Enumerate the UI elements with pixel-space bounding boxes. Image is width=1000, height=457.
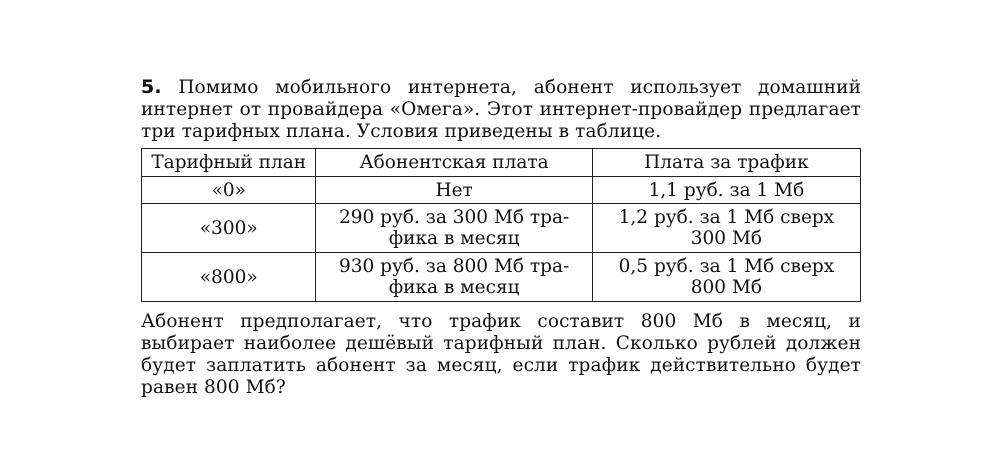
header-tariff-plan: Тарифный план — [142, 149, 316, 177]
fee-line: фика в месяц — [388, 277, 520, 298]
fee-cell — [316, 204, 592, 253]
traffic-cell — [592, 204, 860, 253]
plan-cell: «300» — [142, 204, 316, 253]
problem-intro — [141, 76, 861, 143]
problem-question: Абонент предполагает, что трафик составит 800 Мб в месяц, и выбирает наиболее дешёвый тарифный план. Сколько рублей должен будет заплатить абонент за месяц, если трафик действительно будет равен 800 Мб? — [141, 311, 861, 398]
fee-cell — [316, 177, 592, 204]
tariff-table — [141, 148, 861, 302]
table-row — [142, 204, 861, 253]
problem-number: 5. — [141, 76, 162, 98]
table-row — [142, 177, 861, 204]
header-traffic-fee: Плата за трафик — [592, 149, 860, 177]
fee-line: 930 руб. за 800 Мб тра- — [338, 256, 570, 277]
table-header-row — [142, 149, 861, 177]
fee-line: Нет — [435, 179, 473, 201]
table-row — [142, 253, 861, 302]
header-subscription-fee: Абонентская плата — [316, 149, 592, 177]
plan-cell: «800» — [142, 253, 316, 302]
traffic-line: 1,1 руб. за 1 Мб — [648, 179, 805, 201]
fee-line: 290 руб. за 300 Мб тра- — [338, 207, 570, 228]
problem-block — [141, 76, 861, 399]
traffic-line: 1,2 руб. за 1 Мб сверх — [618, 207, 835, 228]
traffic-line: 0,5 руб. за 1 Мб сверх — [618, 256, 835, 277]
traffic-cell — [592, 253, 860, 302]
fee-cell — [316, 253, 592, 302]
traffic-cell — [592, 177, 860, 204]
plan-cell: «0» — [142, 177, 316, 204]
problem-intro-text: Помимо мобильного интернета, абонент использует домашний интернет от провайдера «Омега». Этот интернет-провайдер предлагает три тарифных плана. Условия приведены в таблице. — [141, 77, 861, 142]
traffic-line: 300 Мб — [690, 228, 763, 249]
traffic-line: 800 Мб — [690, 277, 763, 298]
fee-line: фика в месяц — [388, 228, 520, 249]
